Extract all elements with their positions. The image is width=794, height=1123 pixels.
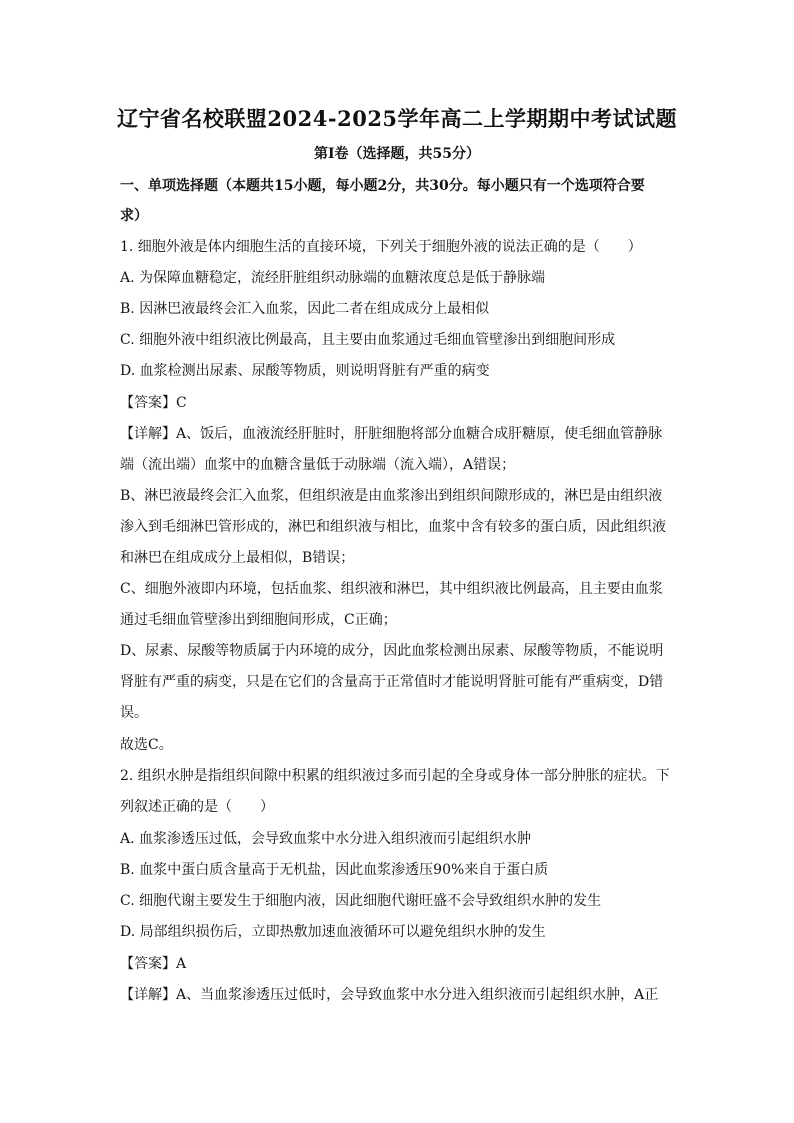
question-1-option-b: B. 因淋巴液最终会汇入血浆，因此二者在组成成分上最相似 [120,301,490,317]
question-2-stem: 2. 组织水肿是指组织间隙中积累的组织液过多而引起的全身或身体一部分肿胀的症状。下 [120,768,670,784]
question-1-analysis-line: 和淋巴在组成成分上最相似，B错误； [120,550,355,566]
question-1-conclusion: 故选C。 [120,737,173,753]
section-subtitle: 第Ⅰ卷（选择题，共55分） [313,146,481,162]
question-2-option-d: D. 局部组织损伤后，立即热敷加速血液循环可以避免组织水肿的发生 [120,924,546,940]
page-title: 辽宁省名校联盟2024-2025学年高二上学期期中考试试题 [116,106,678,131]
question-2-stem-cont: 列叙述正确的是（ ） [120,799,274,815]
section-heading: 一、单项选择题（本题共15小题，每小题2分，共30分。每小题只有一个选项符合要 [120,178,645,194]
question-1-analysis-line: 渗入到毛细淋巴管形成的，淋巴和组织液与相比，血浆中含有较多的蛋白质，因此组织液 [120,519,666,535]
question-1-analysis-line: B、淋巴液最终会汇入血浆，但组织液是由血浆渗出到组织间隙形成的，淋巴是由组织液 [120,488,663,504]
question-1-option-c: C. 细胞外液中组织液比例最高，且主要由血浆通过毛细血管壁渗出到细胞间形成 [120,332,616,348]
question-1-analysis-line: C、细胞外液即内环境，包括血浆、组织液和淋巴，其中组织液比例最高，且主要由血浆 [120,581,663,597]
question-1-analysis-line: 端（流出端）血浆中的血糖含量低于动脉端（流入端），A错误； [120,457,516,473]
question-1-analysis-line: 误。 [120,705,148,721]
question-2-answer: 【答案】A [120,956,187,972]
question-1-option-d: D. 血浆检测出尿素、尿酸等物质，则说明肾脏有严重的病变 [120,363,490,379]
question-1-option-a: A. 为保障血糖稳定，流经肝脏组织动脉端的血糖浓度总是低于静脉端 [120,270,546,286]
question-1-stem: 1. 细胞外液是体内细胞生活的直接环境，下列关于细胞外液的说法正确的是（ ） [120,239,642,255]
question-2-option-a: A. 血浆渗透压过低，会导致血浆中水分进入组织液而引起组织水肿 [120,831,532,847]
question-1-answer: 【答案】C [120,395,187,411]
question-1-analysis-line: 通过毛细血管壁渗出到细胞间形成，C正确； [120,612,397,628]
question-2-option-b: B. 血浆中蛋白质含量高于无机盐，因此血浆渗透压90%来自于蛋白质 [120,862,549,878]
question-1-analysis-line: 肾脏有严重的病变，只是在它们的含量高于正常值时才能说明肾脏可能有严重病变，D错 [120,674,664,690]
section-heading-cont: 求） [120,208,148,224]
question-2-option-c: C. 细胞代谢主要发生于细胞内液，因此细胞代谢旺盛不会导致组织水肿的发生 [120,893,602,909]
question-1-analysis-line: 【详解】A、饭后，血液流经肝脏时，肝脏细胞将部分血糖合成肝糖原，使毛细血管静脉 [120,426,663,442]
question-1-analysis-line: D、尿素、尿酸等物质属于内环境的成分，因此血浆检测出尿素、尿酸等物质，不能说明 [120,643,664,659]
question-2-analysis-line: 【详解】A、当血浆渗透压过低时，会导致血浆中水分进入组织液而引起组织水肿，A正 [120,987,659,1003]
